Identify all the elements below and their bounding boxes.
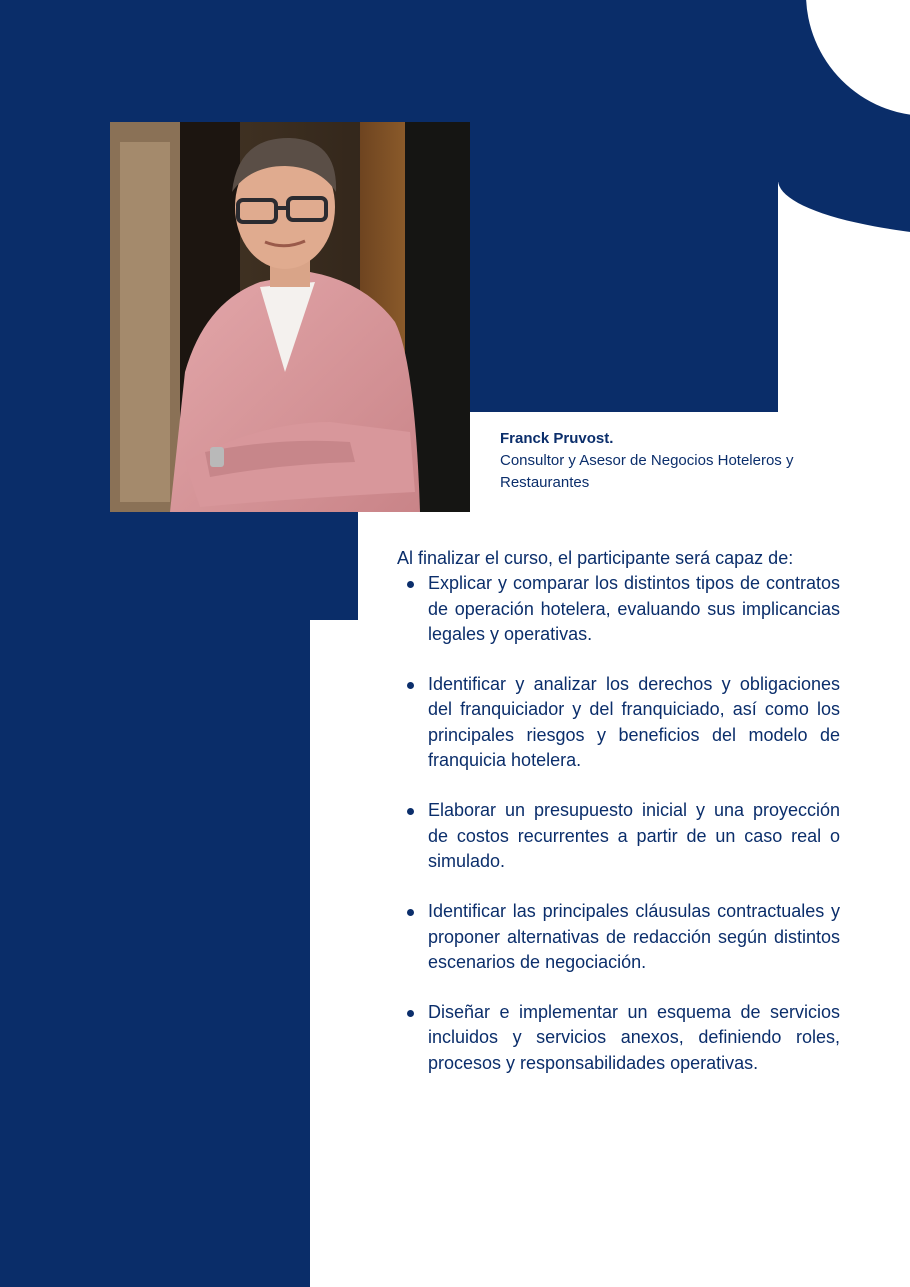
speaker-title: Consultor y Asesor de Negocios Hoteleros y Restaurantes [500, 452, 794, 491]
list-item-text: Diseñar e implementar un esquema de servicios incluidos y servicios anexos, definiendo roles, procesos y responsabilidades operativas. [428, 1002, 840, 1073]
list-item [397, 899, 840, 975]
objectives-intro: Al finalizar el curso, el participante será capaz de: [397, 548, 794, 568]
list-item-text: Explicar y comparar los distintos tipos de contratos de operación hotelera, evaluando sus implicancias legales y operativas. [428, 573, 840, 644]
portrait-photo [110, 122, 470, 512]
objectives-list [397, 571, 840, 1076]
bullet-icon [407, 682, 414, 689]
list-item [397, 798, 840, 874]
bullet-icon [407, 808, 414, 815]
bullet-icon [407, 581, 414, 588]
learning-objectives [397, 546, 840, 1101]
photo-caption [500, 428, 860, 494]
list-item [397, 571, 840, 647]
bullet-icon [407, 909, 414, 916]
list-item-text: Identificar las principales cláusulas contractuales y proponer alternativas de redacción según distintos escenarios de negociación. [428, 901, 840, 972]
list-item [397, 672, 840, 773]
navy-left-band-lower [0, 620, 310, 1287]
list-item [397, 1000, 840, 1076]
speaker-name: Franck Pruvost. [500, 430, 614, 447]
list-item-text: Elaborar un presupuesto inicial y una proyección de costos recurrentes a partir de un caso real o simulado. [428, 800, 840, 871]
list-item-text: Identificar y analizar los derechos y obligaciones del franquiciador y del franquiciado, así como los principales riesgos y beneficios del modelo de franquicia hotelera. [428, 674, 840, 771]
bullet-icon [407, 1010, 414, 1017]
